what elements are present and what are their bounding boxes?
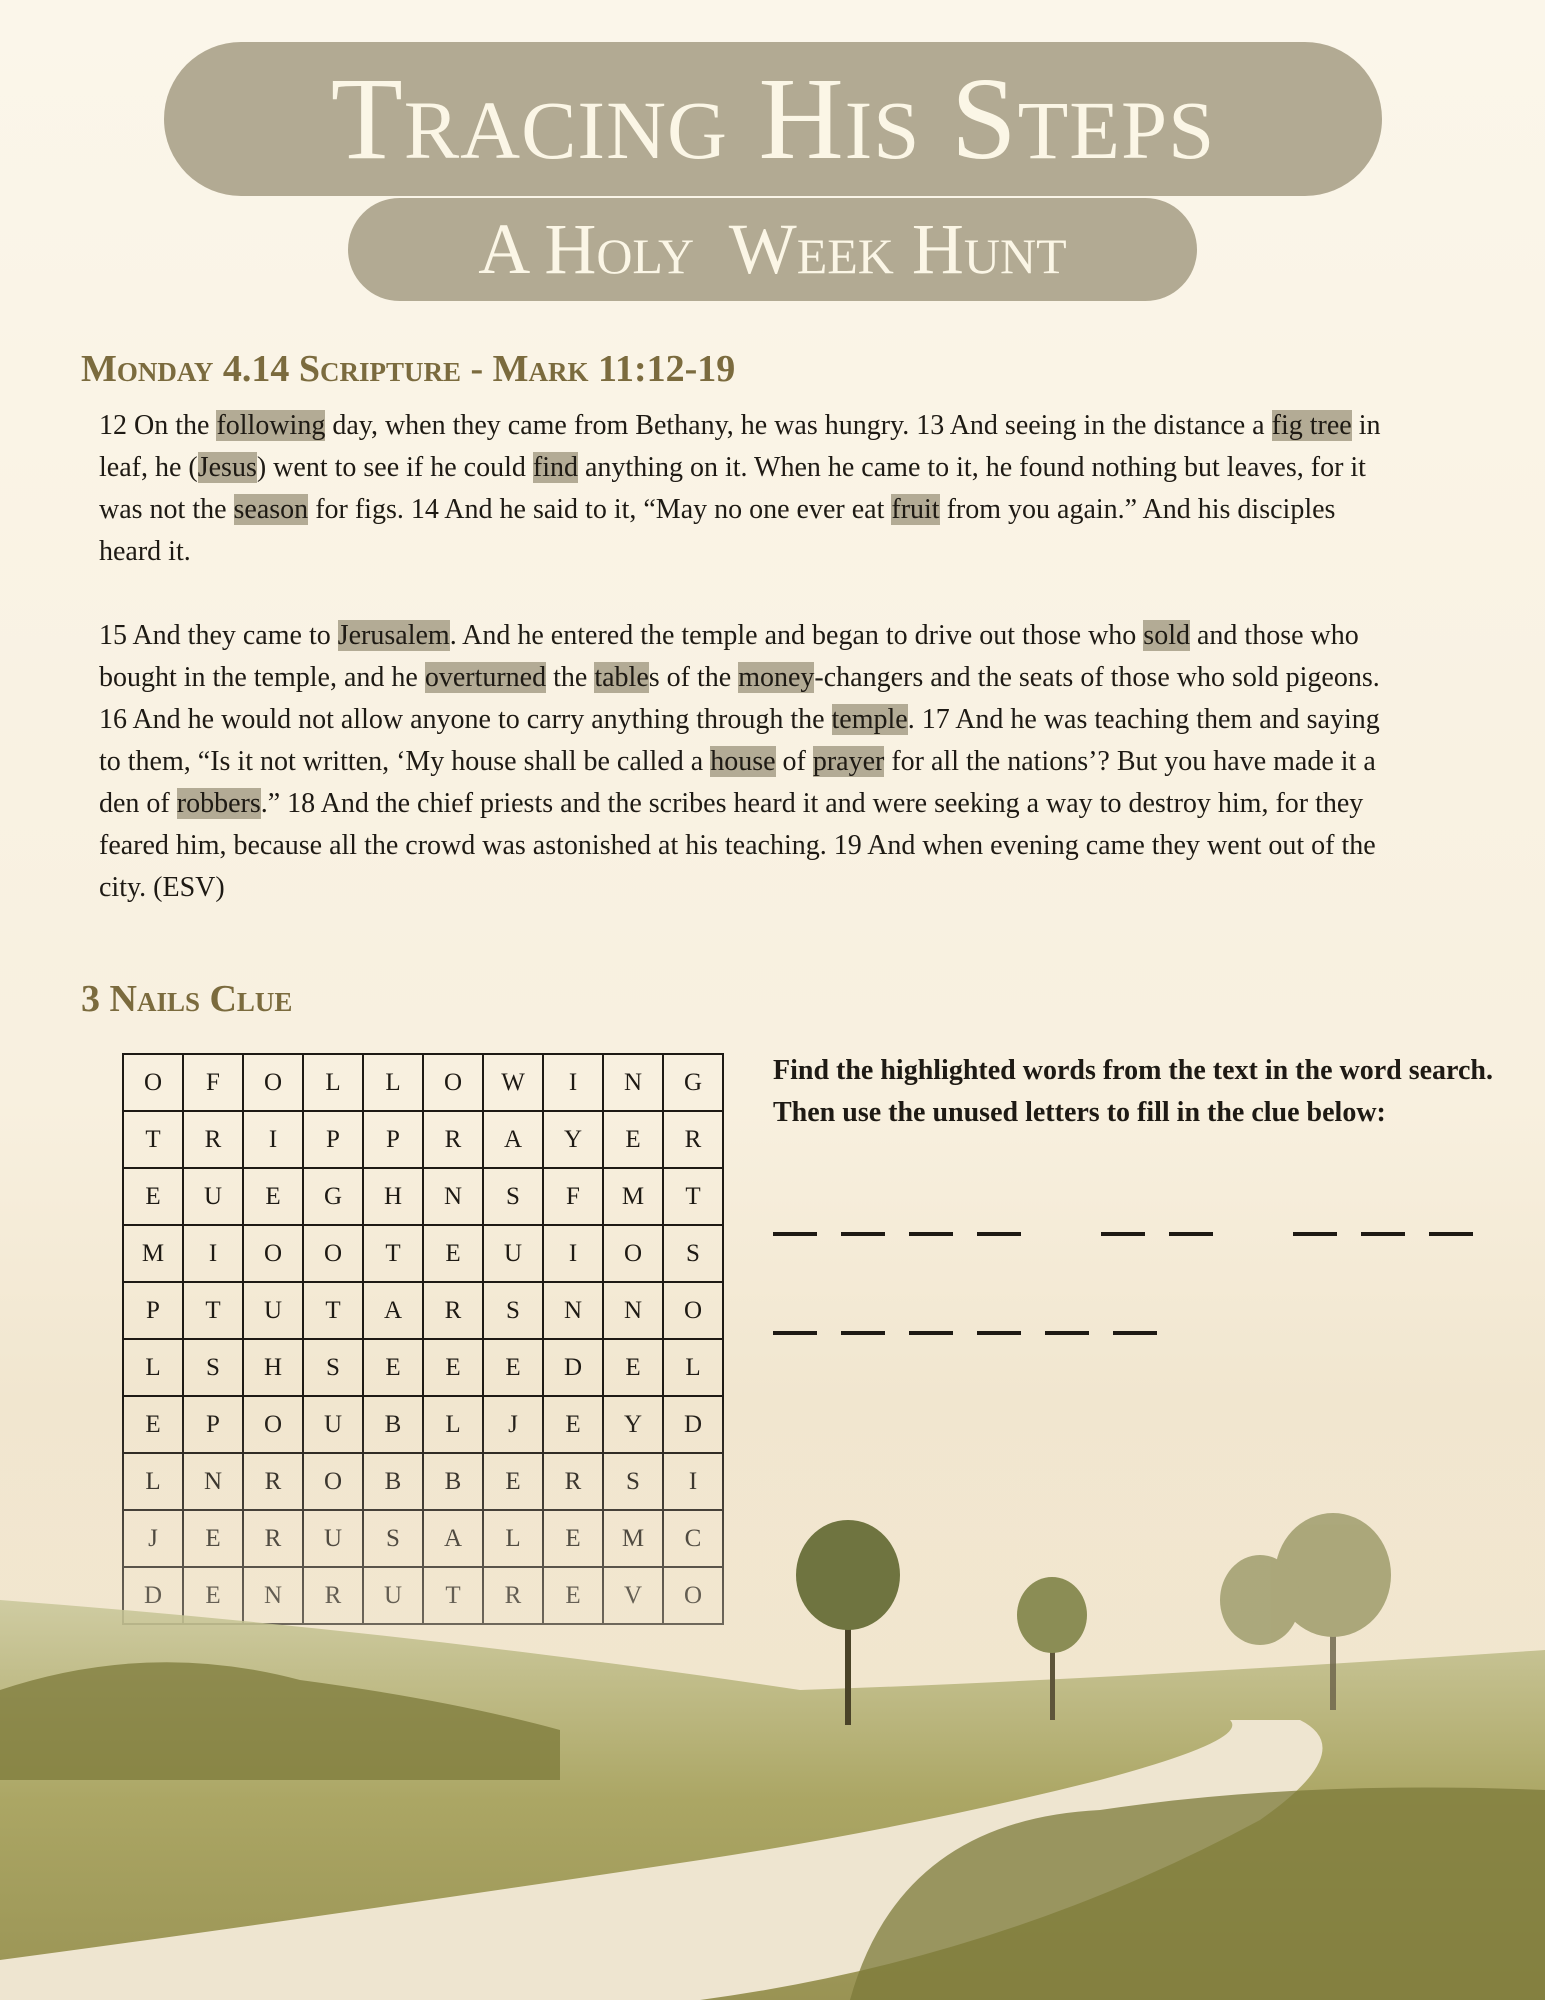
word-search-cell[interactable]: N: [603, 1282, 663, 1339]
word-search-cell[interactable]: R: [423, 1111, 483, 1168]
word-search-row: [123, 1225, 723, 1282]
word-search-cell[interactable]: E: [603, 1339, 663, 1396]
word-search-cell[interactable]: I: [543, 1225, 603, 1282]
word-search-cell[interactable]: O: [243, 1225, 303, 1282]
clue-letter-blank[interactable]: [1101, 1232, 1145, 1236]
word-search-cell[interactable]: O: [603, 1225, 663, 1282]
word-search-row: [123, 1282, 723, 1339]
word-search-cell[interactable]: I: [183, 1225, 243, 1282]
word-search-cell[interactable]: G: [303, 1168, 363, 1225]
word-search-cell[interactable]: R: [423, 1282, 483, 1339]
subtitle-banner: [348, 198, 1197, 301]
word-search-cell[interactable]: T: [363, 1225, 423, 1282]
word-search-cell[interactable]: U: [483, 1225, 543, 1282]
word-search-cell[interactable]: N: [543, 1282, 603, 1339]
scripture-fragment: day, when they came from Bethany, he was hungry. 13 And seeing in the distance a: [325, 410, 1272, 441]
title-banner: [164, 42, 1382, 196]
word-search-cell[interactable]: T: [183, 1282, 243, 1339]
word-search-cell[interactable]: A: [483, 1111, 543, 1168]
word-search-cell[interactable]: S: [303, 1339, 363, 1396]
word-search-cell[interactable]: E: [483, 1339, 543, 1396]
word-search-cell[interactable]: L: [663, 1339, 723, 1396]
highlighted-word: overturned: [424, 662, 547, 693]
word-search-cell[interactable]: H: [243, 1339, 303, 1396]
highlighted-word: robbers: [176, 788, 261, 819]
highlighted-word: money: [738, 662, 815, 693]
clue-letter-blank[interactable]: [1361, 1232, 1405, 1236]
highlighted-word: find: [532, 452, 578, 483]
clue-letter-blank[interactable]: [773, 1331, 817, 1335]
word-search-cell[interactable]: W: [483, 1054, 543, 1111]
word-search-cell[interactable]: P: [123, 1282, 183, 1339]
highlighted-word: season: [233, 494, 309, 525]
word-search-row: [123, 1111, 723, 1168]
highlighted-word: Jesus: [197, 452, 257, 483]
word-search-cell[interactable]: N: [423, 1168, 483, 1225]
word-search-cell[interactable]: F: [543, 1168, 603, 1225]
word-search-cell[interactable]: N: [603, 1054, 663, 1111]
word-search-cell[interactable]: S: [483, 1168, 543, 1225]
highlighted-word: Jerusalem: [337, 620, 450, 651]
word-search-cell[interactable]: O: [243, 1054, 303, 1111]
word-search-cell[interactable]: E: [423, 1339, 483, 1396]
word-search-cell[interactable]: R: [183, 1111, 243, 1168]
scripture-fragment: for all the nations’? But you have made it a den of: [99, 746, 1376, 819]
word-search-cell[interactable]: T: [303, 1282, 363, 1339]
word-search-cell[interactable]: T: [123, 1111, 183, 1168]
scripture-fragment: for figs. 14 And he said to it, “May no one ever eat: [308, 494, 892, 525]
word-search-cell[interactable]: U: [183, 1168, 243, 1225]
clue-letter-blank[interactable]: [909, 1331, 953, 1335]
clue-letter-blank[interactable]: [773, 1232, 817, 1236]
scripture-fragment: of: [775, 746, 813, 777]
word-search-cell[interactable]: M: [603, 1168, 663, 1225]
clue-letter-blank[interactable]: [841, 1331, 885, 1335]
word-search-cell[interactable]: T: [663, 1168, 723, 1225]
clue-letter-blank[interactable]: [977, 1232, 1021, 1236]
word-search-cell[interactable]: E: [423, 1225, 483, 1282]
scripture-paragraph-1: [99, 405, 1399, 573]
word-search-cell[interactable]: F: [183, 1054, 243, 1111]
page-title: Tracing His Steps: [330, 53, 1216, 184]
scripture-fragment: 15 And they came to: [99, 620, 338, 651]
word-search-cell[interactable]: E: [243, 1168, 303, 1225]
scripture-fragment: -changers and the seats of those who sold pigeons. 16 And he would not allow anyone to carry anything through the: [99, 662, 1380, 735]
clue-letter-blank[interactable]: [1113, 1331, 1157, 1335]
word-search-cell[interactable]: S: [483, 1282, 543, 1339]
scripture-fragment: ) went to see if he could: [256, 452, 533, 483]
word-search-cell[interactable]: E: [123, 1168, 183, 1225]
clue-letter-blank[interactable]: [1293, 1232, 1337, 1236]
word-search-cell[interactable]: G: [663, 1054, 723, 1111]
clue-letter-blank[interactable]: [1429, 1232, 1473, 1236]
highlighted-word: sold: [1143, 620, 1190, 651]
highlighted-word: prayer: [812, 746, 885, 777]
scripture-fragment: in leaf, he (: [99, 410, 1381, 483]
word-search-row: [123, 1054, 723, 1111]
scripture-fragment: the: [546, 662, 595, 693]
scripture-fragment: from you again.” And his disciples heard it.: [99, 494, 1336, 567]
word-search-cell[interactable]: O: [123, 1054, 183, 1111]
clue-letter-blank[interactable]: [977, 1331, 1021, 1335]
word-search-cell[interactable]: D: [543, 1339, 603, 1396]
highlighted-word: temple: [831, 704, 908, 735]
word-search-cell[interactable]: Y: [543, 1111, 603, 1168]
scripture-fragment: .” 18 And the chief priests and the scribes heard it and were seeking a way to destroy him, for they feared him, because all the crowd was astonished at his teaching. 19 And when evening came they went out of the city. (ESV): [99, 788, 1376, 903]
word-search-cell[interactable]: O: [303, 1225, 363, 1282]
highlighted-word: following: [216, 410, 326, 441]
word-search-cell[interactable]: S: [183, 1339, 243, 1396]
scripture-fragment: anything on it. When he came to it, he found nothing but leaves, for it was not the: [99, 452, 1366, 525]
word-search-row: [123, 1168, 723, 1225]
word-search-cell[interactable]: U: [243, 1282, 303, 1339]
instructions-text: Find the highlighted words from the text in the word search. Then use the unused letters to fill in the clue below:: [773, 1055, 1493, 1128]
scripture-heading: Monday 4.14 Scripture - Mark 11:12-19: [81, 348, 736, 390]
clue-letter-blank[interactable]: [1045, 1331, 1089, 1335]
scripture-text: [99, 405, 1399, 951]
word-search-row: [123, 1339, 723, 1396]
word-search-cell[interactable]: P: [363, 1111, 423, 1168]
word-search-cell[interactable]: O: [423, 1054, 483, 1111]
word-search-cell[interactable]: I: [243, 1111, 303, 1168]
clue-letter-blank[interactable]: [1169, 1232, 1213, 1236]
word-search-cell[interactable]: R: [663, 1111, 723, 1168]
landscape-image: [0, 1400, 1545, 2000]
word-search-cell[interactable]: I: [543, 1054, 603, 1111]
page-subtitle: A Holy Week Hunt: [478, 209, 1067, 289]
highlighted-word: fig tree: [1271, 410, 1352, 441]
scripture-fragment: s of the: [648, 662, 739, 693]
word-search-cell[interactable]: M: [123, 1225, 183, 1282]
word-search-cell[interactable]: E: [603, 1111, 663, 1168]
clue-heading: 3 Nails Clue: [81, 978, 293, 1020]
word-search-cell[interactable]: L: [303, 1054, 363, 1111]
word-search-cell[interactable]: O: [663, 1282, 723, 1339]
word-search-cell[interactable]: L: [123, 1339, 183, 1396]
word-search-cell[interactable]: P: [303, 1111, 363, 1168]
scripture-fragment: 12 On the: [99, 410, 217, 441]
word-search-cell[interactable]: S: [663, 1225, 723, 1282]
word-search-cell[interactable]: H: [363, 1168, 423, 1225]
highlighted-word: table: [594, 662, 649, 693]
scripture-paragraph-2: [99, 615, 1399, 909]
scripture-fragment: and those who bought in the temple, and he: [99, 620, 1359, 693]
clue-letter-blank[interactable]: [909, 1232, 953, 1236]
word-search-cell[interactable]: A: [363, 1282, 423, 1339]
highlighted-word: house: [710, 746, 776, 777]
word-search-cell[interactable]: L: [363, 1054, 423, 1111]
scripture-fragment: . And he entered the temple and began to drive out those who: [449, 620, 1144, 651]
clue-letter-blank[interactable]: [841, 1232, 885, 1236]
highlighted-word: fruit: [891, 494, 940, 525]
word-search-cell[interactable]: E: [363, 1339, 423, 1396]
scripture-fragment: . 17 And he was teaching them and saying to them, “Is it not written, ‘My house shall be called a: [99, 704, 1380, 777]
